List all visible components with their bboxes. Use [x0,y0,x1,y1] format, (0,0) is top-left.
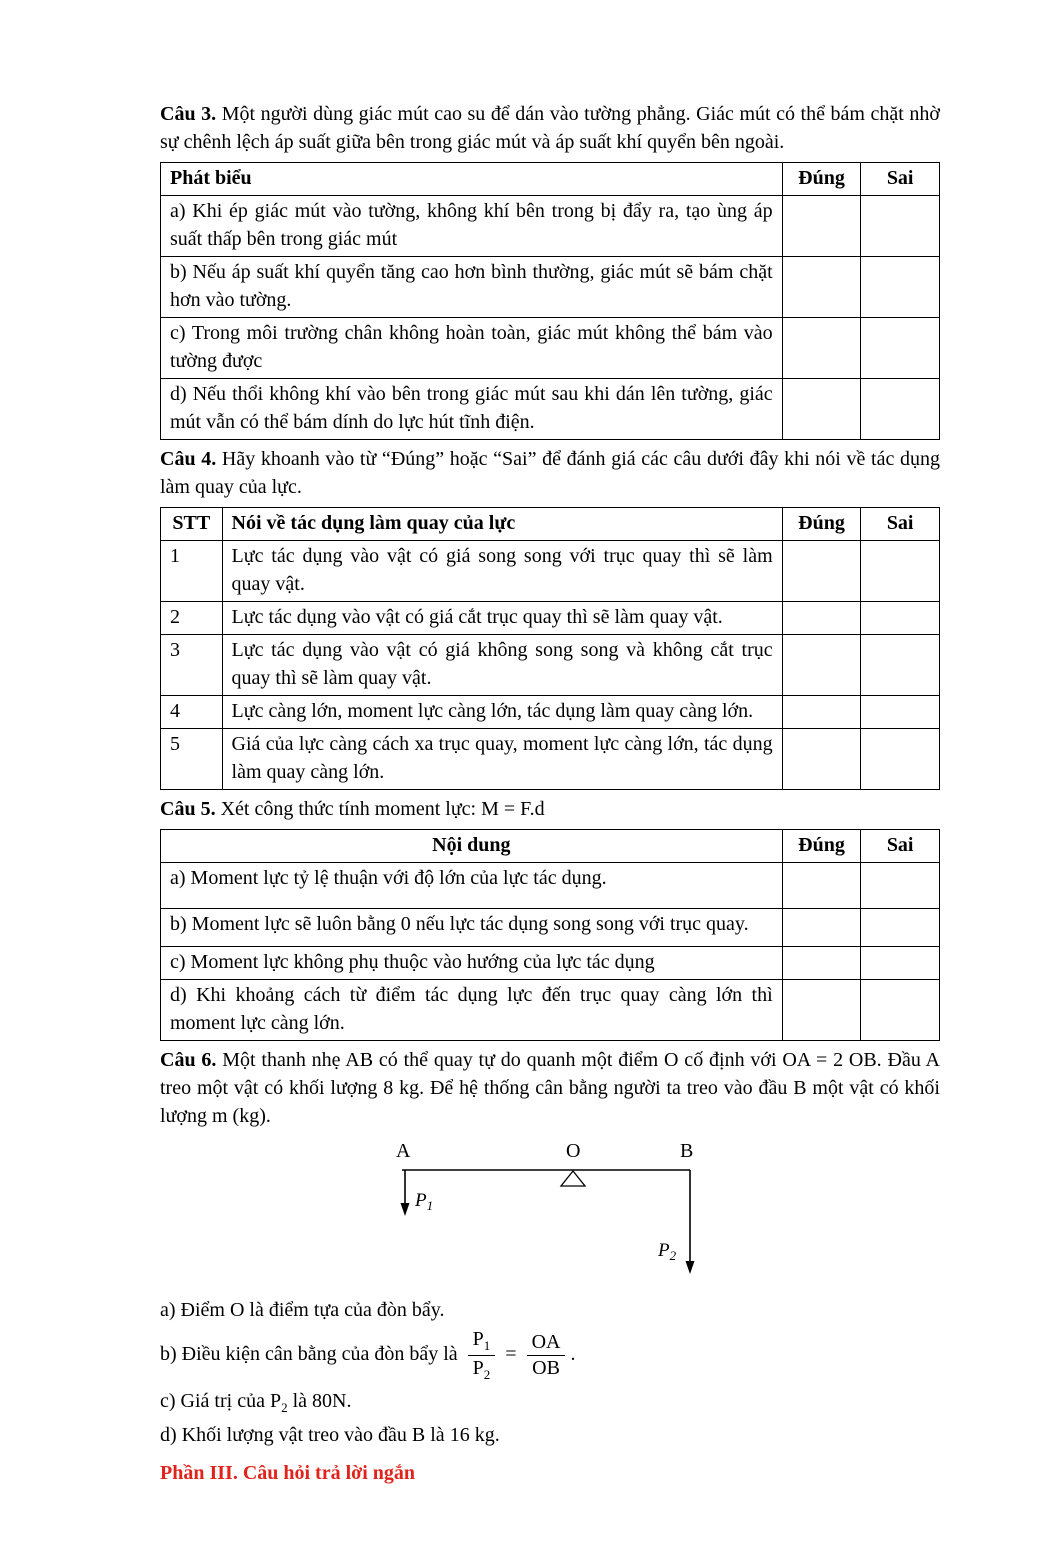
q5-intro-text: Xét công thức tính moment lực: M = F.d [220,798,545,820]
statement-cell: Lực tác dụng vào vật có giá cắt trục quay thì sẽ làm quay vật. [222,602,782,635]
statement-cell: a) Khi ép giác mút vào tường, không khí bên trong bị đẩy ra, tạo ùng áp suất thấp bên trong giác mút [161,196,783,257]
answer-cell-false [861,729,940,790]
stt-cell: 4 [161,696,223,729]
q6-item-c-sub: 2 [281,1399,288,1415]
table-row [161,379,940,440]
q5-header-statement: Nội dung [161,830,783,863]
q5-intro-paragraph [160,795,940,823]
q5-header-true: Đúng [782,830,861,863]
q3-label: Câu 3. [160,103,217,125]
answer-cell-true [782,863,861,909]
part3-heading: Phần III. Câu hỏi trả lời ngắn [160,1462,416,1485]
q4-intro-paragraph [160,445,940,501]
period: . [570,1343,576,1366]
table-row [161,909,940,947]
table-row [161,635,940,696]
q3-table [160,162,940,440]
fraction-denominator: $P_2$ [472,1356,491,1382]
stt-cell: 5 [161,729,223,790]
answer-cell-true [782,379,861,440]
lever-diagram-svg [392,1140,722,1282]
answer-cell-true [782,635,861,696]
force-p1-label: $P_1$ [415,1190,434,1213]
table-row [161,602,940,635]
answer-cell-true [782,196,861,257]
fulcrum-icon [561,1171,585,1186]
q4-header-true: Đúng [782,508,861,541]
q5-table-header-row [161,830,940,863]
force-p2-label: $P_2$ [658,1240,677,1263]
point-o-label: O [566,1140,581,1162]
statement-cell: c) Moment lực không phụ thuộc vào hướng của lực tác dụng [161,947,783,980]
answer-cell-true [782,318,861,379]
table-row [161,541,940,602]
q4-label: Câu 4. [160,448,217,470]
answer-cell-true [782,541,861,602]
answer-cell-false [861,257,940,318]
answer-cell-false [861,980,940,1041]
answer-cell-true [782,947,861,980]
statement-cell: c) Trong môi trường chân không hoàn toàn, giác mút không thể bám vào tường được [161,318,783,379]
q3-header-true: Đúng [782,163,861,196]
answer-cell-false [861,947,940,980]
statement-cell: b) Nếu áp suất khí quyển tăng cao hơn bình thường, giác mút sẽ bám chặt hơn vào tường. [161,257,783,318]
stt-cell: 1 [161,541,223,602]
q4-table [160,507,940,790]
fraction-p1-p2 [468,1328,496,1383]
answer-cell-false [861,196,940,257]
table-row [161,980,940,1041]
q6-intro-paragraph [160,1046,940,1130]
fraction-oa-ob [527,1331,566,1380]
answer-cell-true [782,257,861,318]
q3-table-header-row [161,163,940,196]
q3-intro-text: Một người dùng giác mút cao su để dán vào tường phẳng. Giác mút có thể bám chặt nhờ sự chênh lệch áp suất giữa bên trong giác mút và áp suất khí quyển bên ngoài. [160,103,940,153]
answer-cell-false [861,696,940,729]
answer-cell-false [861,635,940,696]
statement-cell: Lực tác dụng vào vật có giá song song với trục quay thì sẽ làm quay vật. [222,541,782,602]
answer-cell-false [861,379,940,440]
q6-item-d-text: d) Khối lượng vật treo vào đầu B là 16 kg. [160,1424,500,1447]
answer-cell-false [861,909,940,947]
force-p2-arrowhead [686,1261,695,1274]
q4-header-stt: STT [161,508,223,541]
q4-header-false: Sai [861,508,940,541]
q6-intro-text: Một thanh nhẹ AB có thể quay tự do quanh một điểm O cố định với OA = 2 OB. Đầu A treo một vật có khối lượng 8 kg. Để hệ thống cân bằng người ta treo vào đầu B một vật có khối lượng m (kg). [160,1049,940,1127]
q5-label: Câu 5. [160,798,216,820]
statement-cell: Giá của lực càng cách xa trục quay, moment lực càng lớn, tác dụng làm quay càng lớn. [222,729,782,790]
table-row [161,318,940,379]
answer-cell-false [861,541,940,602]
table-row [161,196,940,257]
q6-item-a [160,1296,940,1324]
statement-cell: d) Khi khoảng cách từ điểm tác dụng lực đến trục quay càng lớn thì moment lực càng lớn. [161,980,783,1041]
statement-cell: a) Moment lực tỷ lệ thuận với độ lớn của lực tác dụng. [161,863,783,909]
table-row [161,947,940,980]
fraction-numerator: OA [527,1331,566,1356]
q5-header-false: Sai [861,830,940,863]
table-row [161,729,940,790]
stt-cell: 2 [161,602,223,635]
q3-intro-paragraph [160,100,940,156]
table-row [161,696,940,729]
answer-cell-true [782,696,861,729]
equals-sign: = [505,1343,517,1366]
stt-cell: 3 [161,635,223,696]
answer-cell-true [782,729,861,790]
q6-item-b-text: b) Điều kiện cân bằng của đòn bẩy là [160,1343,458,1366]
answer-cell-true [782,980,861,1041]
fraction-denominator: OB [532,1356,560,1379]
q4-table-header-row [161,508,940,541]
point-b-label: B [680,1140,694,1162]
q6-item-c [160,1387,940,1417]
answer-cell-true [782,909,861,947]
answer-cell-true [782,602,861,635]
table-row [161,257,940,318]
q6-item-d [160,1421,940,1449]
table-row [161,863,940,909]
q6-item-a-text: a) Điểm O là điểm tựa của đòn bẩy. [160,1299,445,1321]
q5-table [160,829,940,1041]
q6-label: Câu 6. [160,1049,217,1071]
statement-cell: d) Nếu thổi không khí vào bên trong giác mút sau khi dán lên tường, giác mút vẫn có thể bám dính do lực hút tĩnh điện. [161,379,783,440]
force-p1-arrowhead [401,1203,410,1216]
answer-cell-false [861,602,940,635]
statement-cell: Lực tác dụng vào vật có giá không song song và không cắt trục quay thì sẽ làm quay vật. [222,635,782,696]
q3-header-statement: Phát biểu [161,163,783,196]
q4-header-statement: Nói về tác dụng làm quay của lực [222,508,782,541]
statement-cell: Lực càng lớn, moment lực càng lớn, tác dụng làm quay càng lớn. [222,696,782,729]
q6-item-c-rest: là 80N. [287,1389,352,1412]
q6-item-c-text: c) Giá trị của P [160,1389,282,1412]
fraction-numerator: $P_1$ [468,1328,496,1356]
answer-cell-false [861,318,940,379]
statement-cell: b) Moment lực sẽ luôn bằng 0 nếu lực tác dụng song song với trục quay. [161,909,783,947]
lever-diagram [392,1140,940,1290]
q3-header-false: Sai [861,163,940,196]
answer-cell-false [861,863,940,909]
point-a-label: A [396,1140,411,1162]
q4-intro-text: Hãy khoanh vào từ “Đúng” hoặc “Sai” để đánh giá các câu dưới đây khi nói về tác dụng làm quay của lực. [160,448,940,498]
q6-item-b [160,1328,940,1383]
